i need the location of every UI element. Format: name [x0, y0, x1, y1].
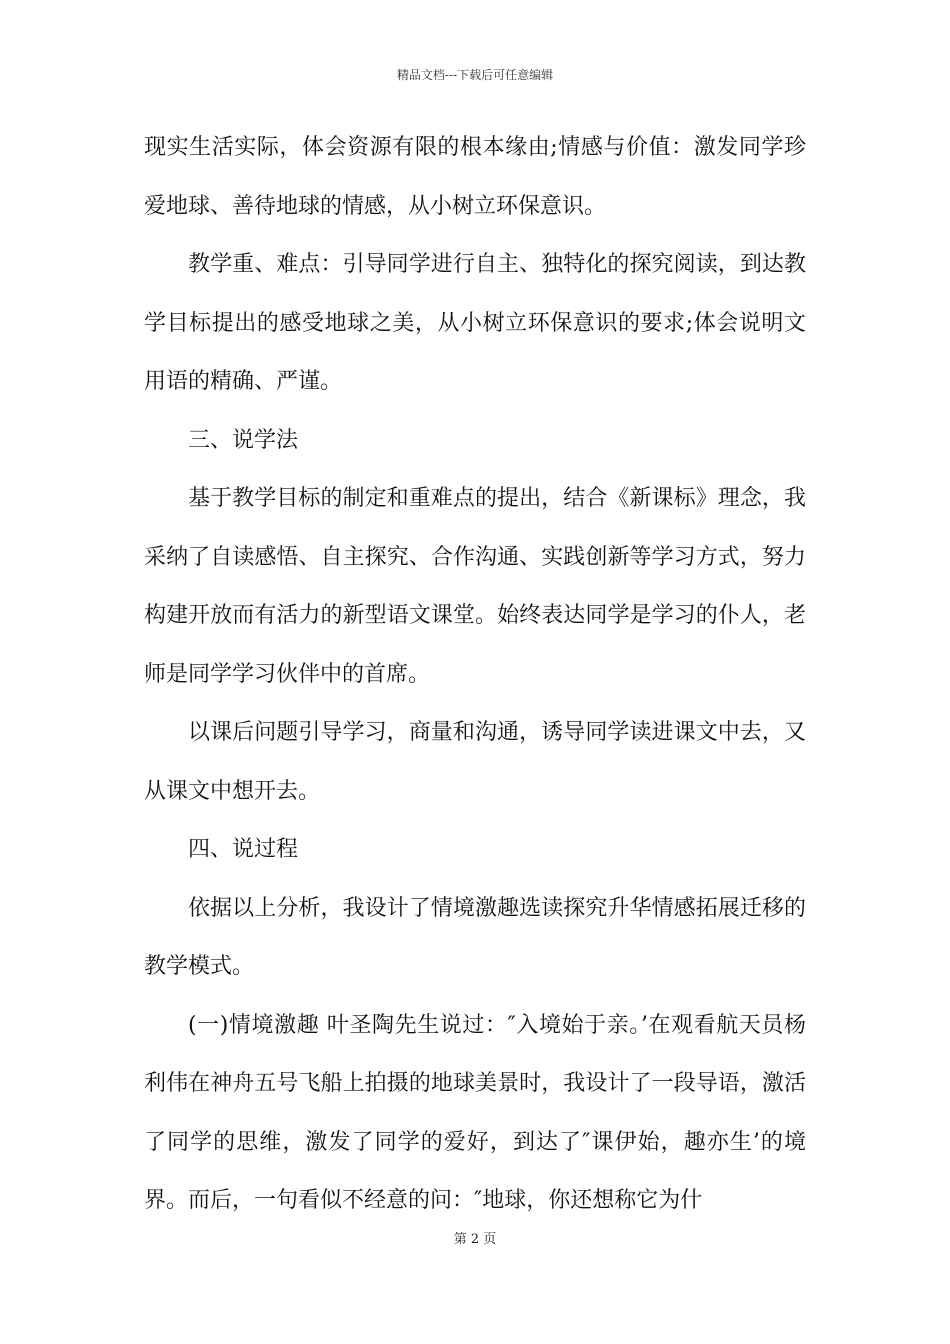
paragraph-study-method: 基于教学目标的制定和重难点的提出，结合《新课标》理念，我采纳了自读感悟、自主探究、合作沟通、实践创新等学习方式，努力构建开放而有活力的新型语文课堂。始终表达同学是学习的仆人，老师是同学学习伙伴中的首席。 [144, 486, 806, 687]
section-heading-process: 四、说过程 [188, 837, 299, 862]
document-body [144, 119, 806, 1231]
paragraph-scenario-interest: (一)情境激趣 叶圣陶先生说过：″入境始于亲。’在观看航天员杨利伟在神舟五号飞船上拍摄的地球美景时，我设计了一段导语，激活了同学的思维，激发了同学的爱好，到达了″课伊始，趣亦生’的境界。而后，一句看似不经意的问：″地球，你还想称它为什 [144, 1012, 806, 1213]
page-header: 精品文档---下载后可任意编辑 [396, 68, 554, 82]
paragraph-teaching-model: 依据以上分析，我设计了情境激趣选读探究升华情感拓展迁移的教学模式。 [144, 895, 806, 979]
paragraph-goals: 现实生活实际，体会资源有限的根本缘由;情感与价值：激发同学珍爱地球、善待地球的情感，从小树立环保意识。 [144, 135, 806, 219]
section-heading-study-method: 三、说学法 [188, 427, 299, 453]
paragraph-key-points: 教学重、难点：引导同学进行自主、独特化的探究阅读，到达教学目标提出的感受地球之美，从小树立环保意识的要求;体会说明文用语的精确、严谨。 [144, 252, 806, 394]
page-number: 第 2 页 [453, 1232, 497, 1247]
paragraph-guided-questions: 以课后问题引导学习，商量和沟通，诱导同学读进课文中去，又从课文中想开去。 [144, 720, 806, 804]
